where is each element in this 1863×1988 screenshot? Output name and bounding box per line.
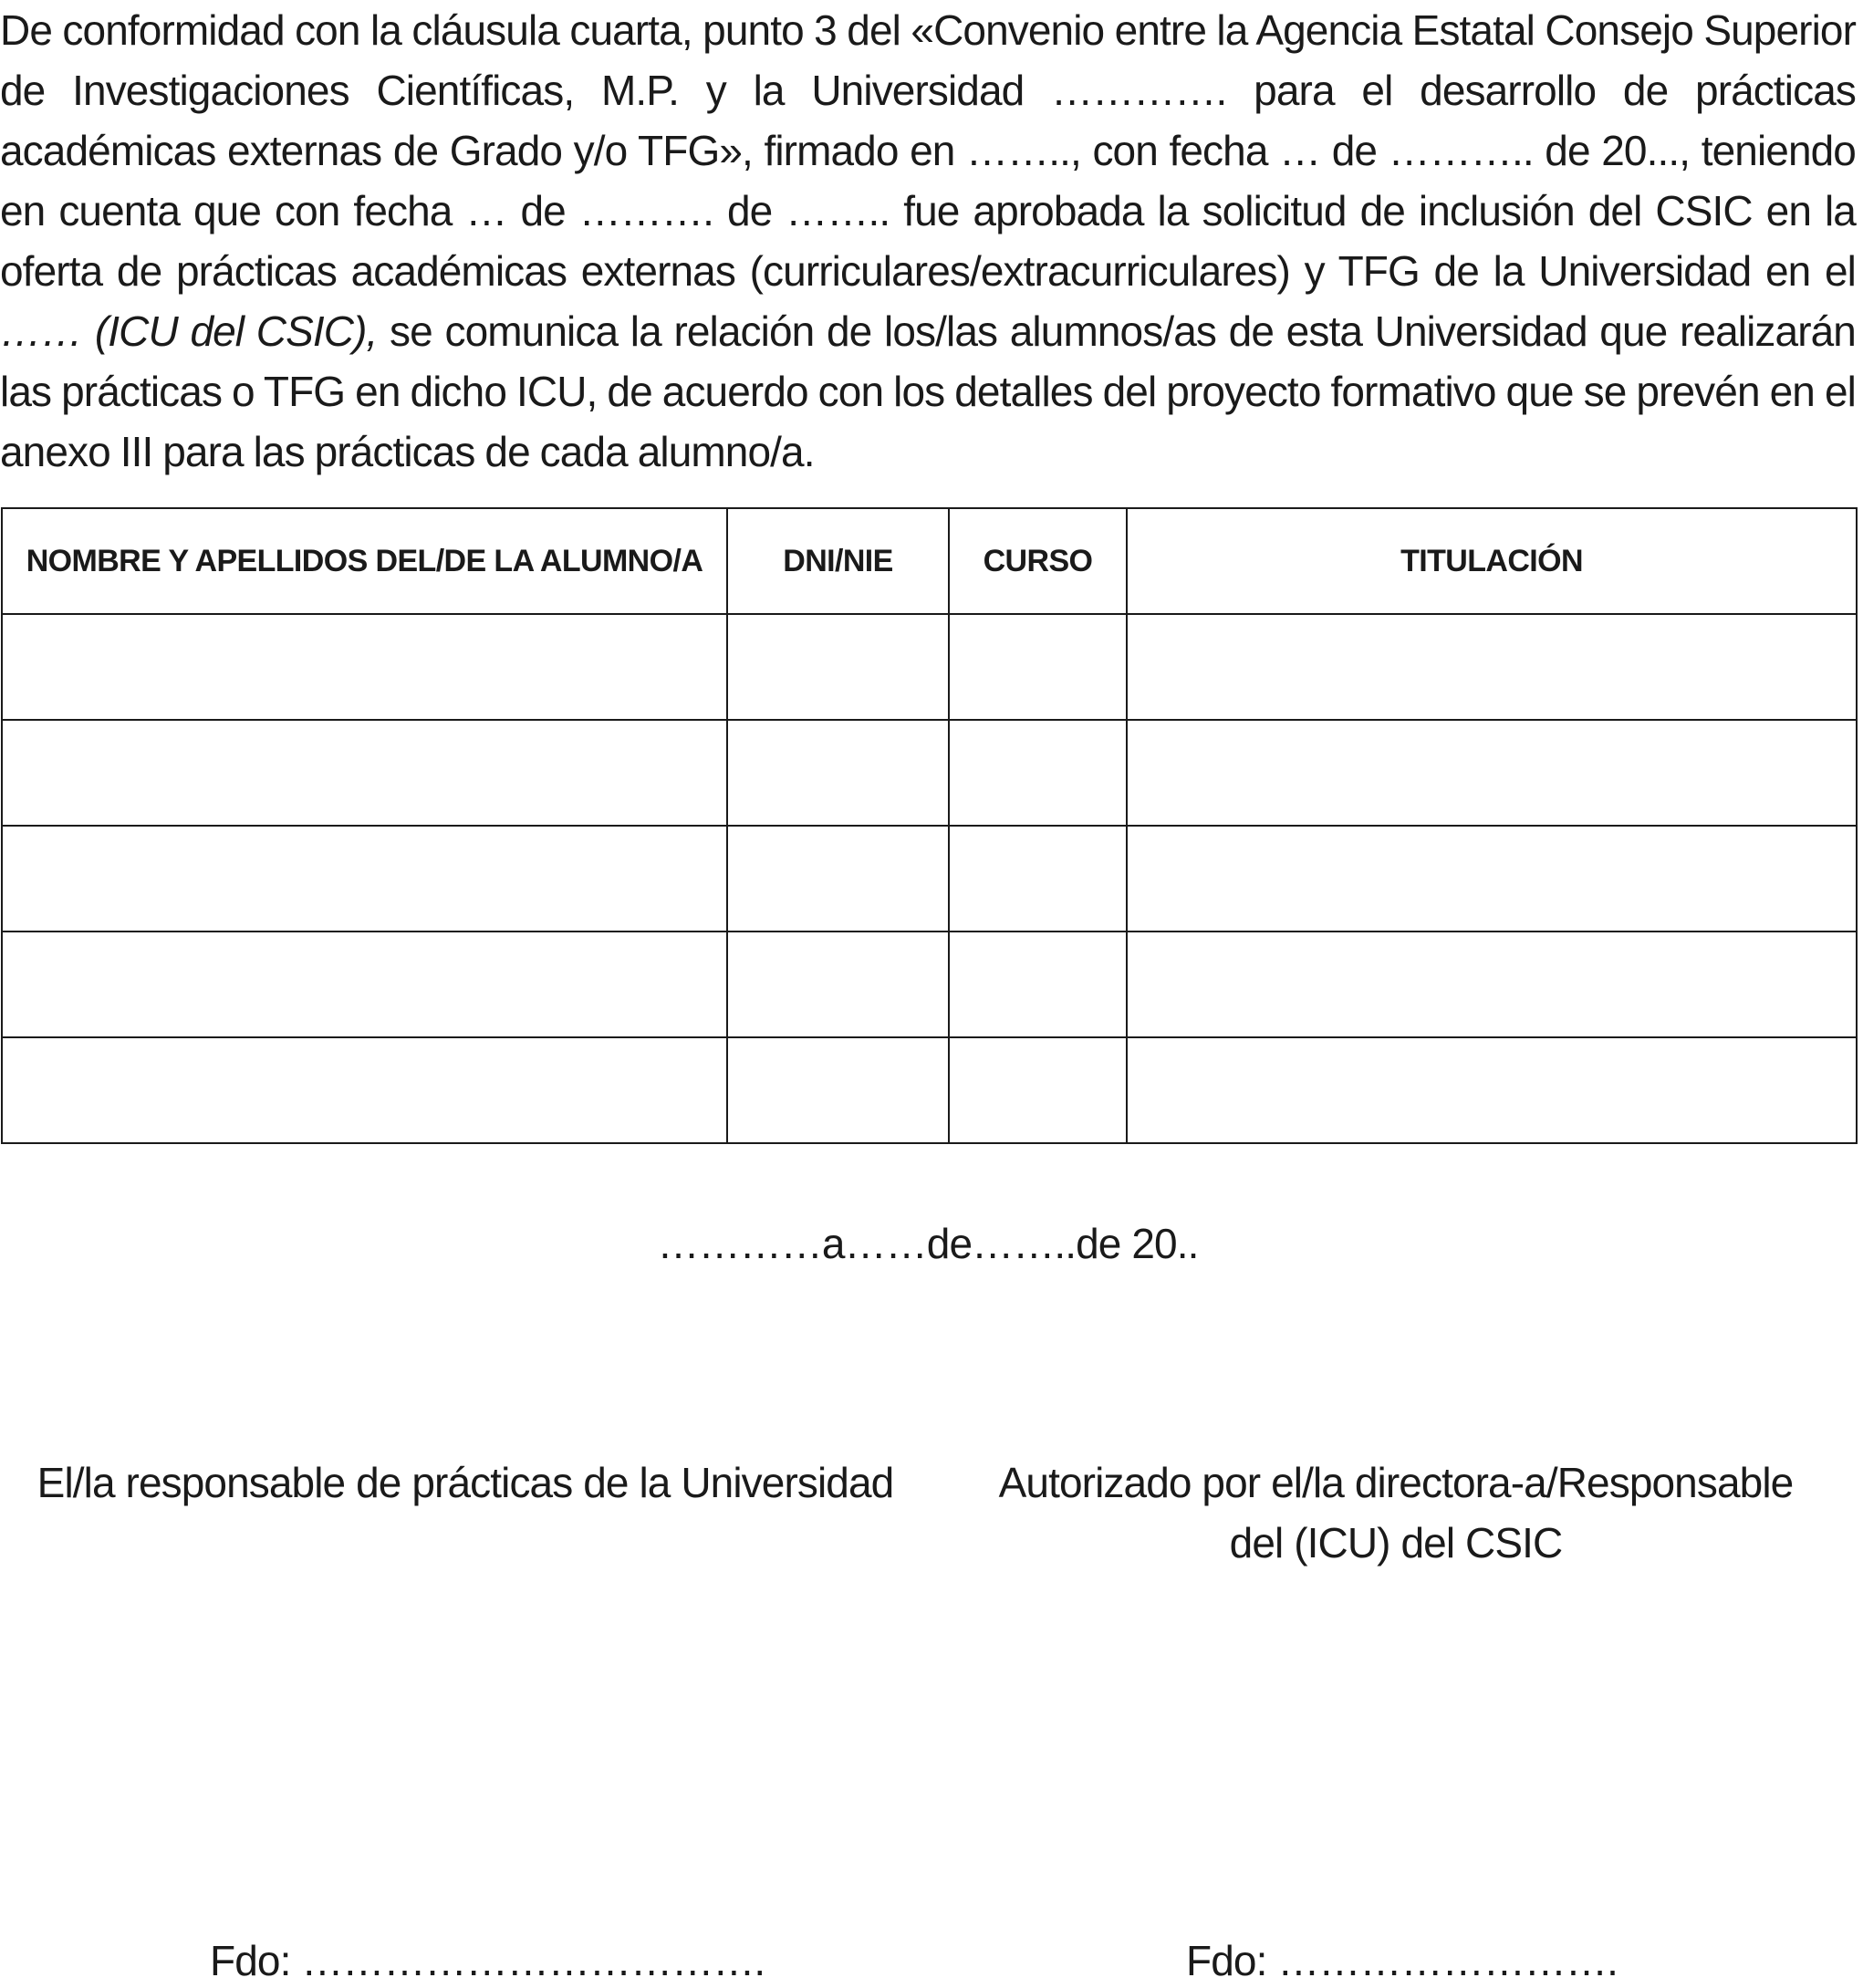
signature-label-director: Autorizado por el/la directora-a/Responsable del (ICU) del CSIC [998, 1459, 1794, 1566]
header-dni: DNI/NIE [727, 508, 949, 614]
intro-paragraph [0, 0, 1856, 482]
cell-dni[interactable] [727, 826, 949, 932]
cell-name[interactable] [2, 826, 727, 932]
cell-course[interactable] [949, 932, 1127, 1037]
table-header-row [2, 508, 1857, 614]
cell-name[interactable] [2, 720, 727, 826]
table-row [2, 1037, 1857, 1143]
header-course: CURSO [949, 508, 1127, 614]
cell-course[interactable] [949, 720, 1127, 826]
cell-course[interactable] [949, 1037, 1127, 1143]
cell-degree[interactable] [1127, 720, 1857, 826]
place-date-line: …………a……de……..de 20.. [657, 1220, 1199, 1267]
cell-degree[interactable] [1127, 614, 1857, 720]
signature-label-university: El/la responsable de prácticas de la Universidad [36, 1459, 894, 1506]
cell-dni[interactable] [727, 932, 949, 1037]
cell-name[interactable] [2, 1037, 727, 1143]
cell-dni[interactable] [727, 614, 949, 720]
intro-text-italic: …… (ICU del CSIC), [0, 307, 378, 355]
cell-course[interactable] [949, 826, 1127, 932]
intro-text-end: se comunica la relación de los/las alumnos/as de esta Universidad que realizarán las prácticas o TFG en dicho ICU, de acuerdo con los detalles del proyecto formativo que se prevén en el anexo III para las prácticas de cada alumno/a. [0, 307, 1856, 475]
cell-name[interactable] [2, 932, 727, 1037]
table-row [2, 826, 1857, 932]
cell-dni[interactable] [727, 720, 949, 826]
table-row [2, 932, 1857, 1037]
table-body [2, 614, 1857, 1143]
header-degree: TITULACIÓN [1127, 508, 1857, 614]
signature-fdo-university: Fdo: ……………………………. [210, 1937, 765, 1984]
cell-degree[interactable] [1127, 1037, 1857, 1143]
header-name: NOMBRE Y APELLIDOS DEL/DE LA ALUMNO/A [2, 508, 727, 614]
cell-degree[interactable] [1127, 932, 1857, 1037]
cell-name[interactable] [2, 614, 727, 720]
signature-fdo-director: Fdo: ……………………. [1186, 1937, 1618, 1984]
students-table [1, 507, 1858, 1144]
intro-text-start: De conformidad con la cláusula cuarta, punto 3 del «Convenio entre la Agencia Estatal Consejo Superior de Investigaciones Científicas, M.P. y la Universidad …………. para el desarrollo de prácticas académicas externas de Grado y/o TFG», firmado en …….., con fecha … de ……….. de 20..., teniendo en cuenta que con fecha … de ………. de …….. fue aprobada la solicitud de inclusión del CSIC en la oferta de prácticas académicas externas (curriculares/extracurriculares) y TFG de la Universidad en el [0, 6, 1856, 295]
table-row [2, 614, 1857, 720]
cell-course[interactable] [949, 614, 1127, 720]
cell-dni[interactable] [727, 1037, 949, 1143]
table-row [2, 720, 1857, 826]
cell-degree[interactable] [1127, 826, 1857, 932]
